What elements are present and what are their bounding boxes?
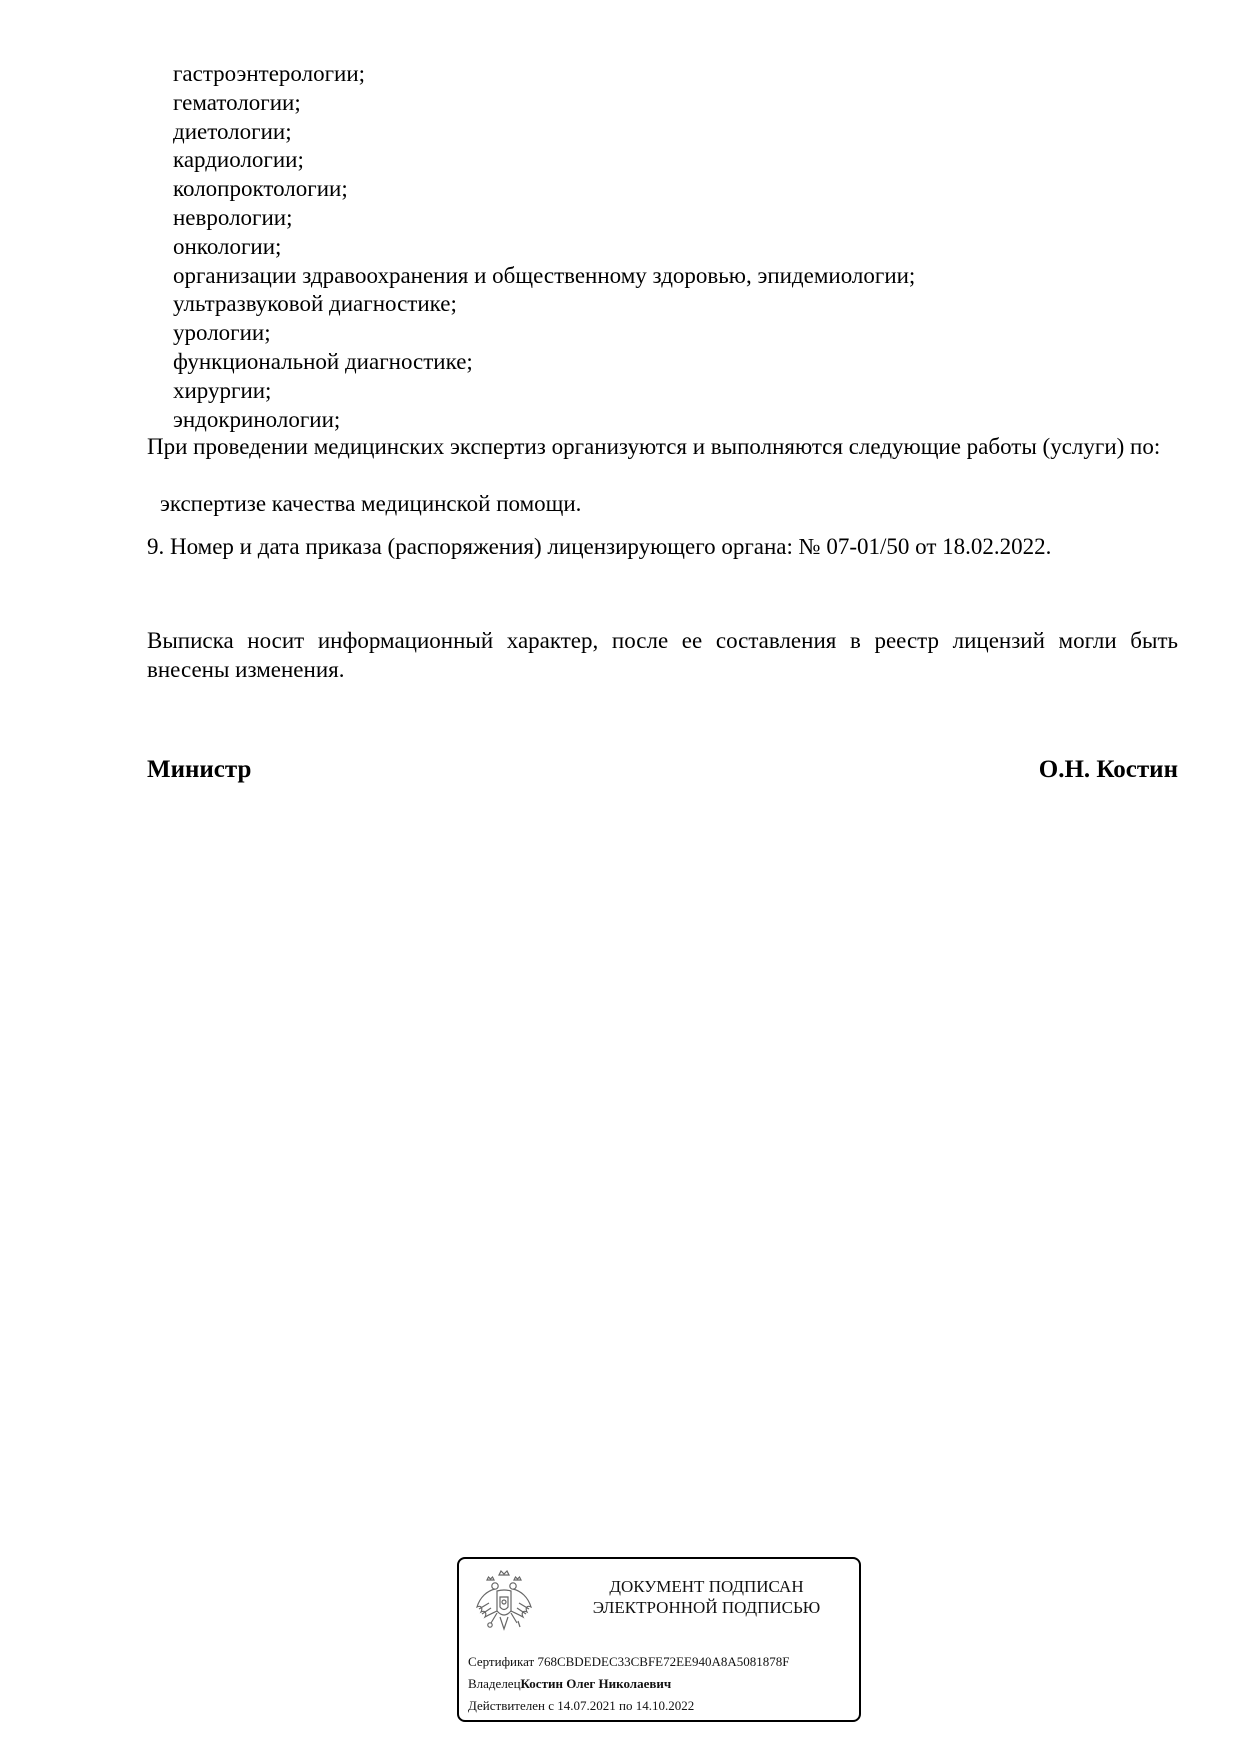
expertise-intro: При проведении медицинских экспертиз организуются и выполняются следующие работы (услуги) по: (147, 434, 1161, 459)
list-item: функциональной диагностике; (173, 348, 473, 374)
certificate-value: 768CBDEDEC33CBFE72EE940A8A5081878F (537, 1654, 790, 1669)
stamp-validity: Действителен с 14.07.2021 по 14.10.2022 (468, 1698, 695, 1713)
list-item: гастроэнтерологии; (173, 61, 366, 86)
stamp-owner (468, 1676, 671, 1692)
stamp-certificate (468, 1654, 790, 1670)
order-line: 9. Номер и дата приказа (распоряжения) лицензирующего органа: № 07-01/50 от 18.02.2022. (147, 534, 1052, 559)
list-item: онкологии; (173, 233, 282, 259)
certificate-label: Сертификат (468, 1654, 535, 1669)
list-item: гематологии; (173, 89, 301, 115)
list-item: диетологии; (173, 118, 292, 144)
info-note: Выписка носит информационный характер, после ее составления в реестр лицензий могли быть внесены изменения. (147, 628, 1178, 682)
signature-row (147, 755, 1178, 785)
expertise-item: экспертизе качества медицинской помощи. (160, 491, 582, 516)
coat-of-arms-icon (473, 1567, 535, 1637)
list-item: неврологии; (173, 204, 293, 230)
list-item: урологии; (173, 320, 271, 346)
stamp-header (559, 1576, 854, 1618)
electronic-signature-stamp (457, 1557, 861, 1722)
signatory-name: О.Н. Костин (1038, 756, 1178, 783)
signatory-position: Министр (147, 756, 252, 783)
list-item: кардиологии; (173, 147, 304, 173)
list-item: организации здравоохранения и общественному здоровью, эпидемиологии; (173, 262, 916, 288)
list-item: хирургии; (173, 377, 272, 403)
stamp-header-line: ЭЛЕКТРОННОЙ ПОДПИСЬЮ (592, 1598, 821, 1617)
list-item: ультразвуковой диагностике; (173, 291, 457, 317)
owner-label: Владелец (468, 1676, 521, 1691)
list-item: колопроктологии; (173, 176, 348, 202)
stamp-header-line: ДОКУМЕНТ ПОДПИСАН (609, 1577, 804, 1596)
owner-value: Костин Олег Николаевич (520, 1676, 672, 1691)
specialties-list (173, 60, 915, 434)
list-item: эндокринологии; (173, 406, 341, 432)
